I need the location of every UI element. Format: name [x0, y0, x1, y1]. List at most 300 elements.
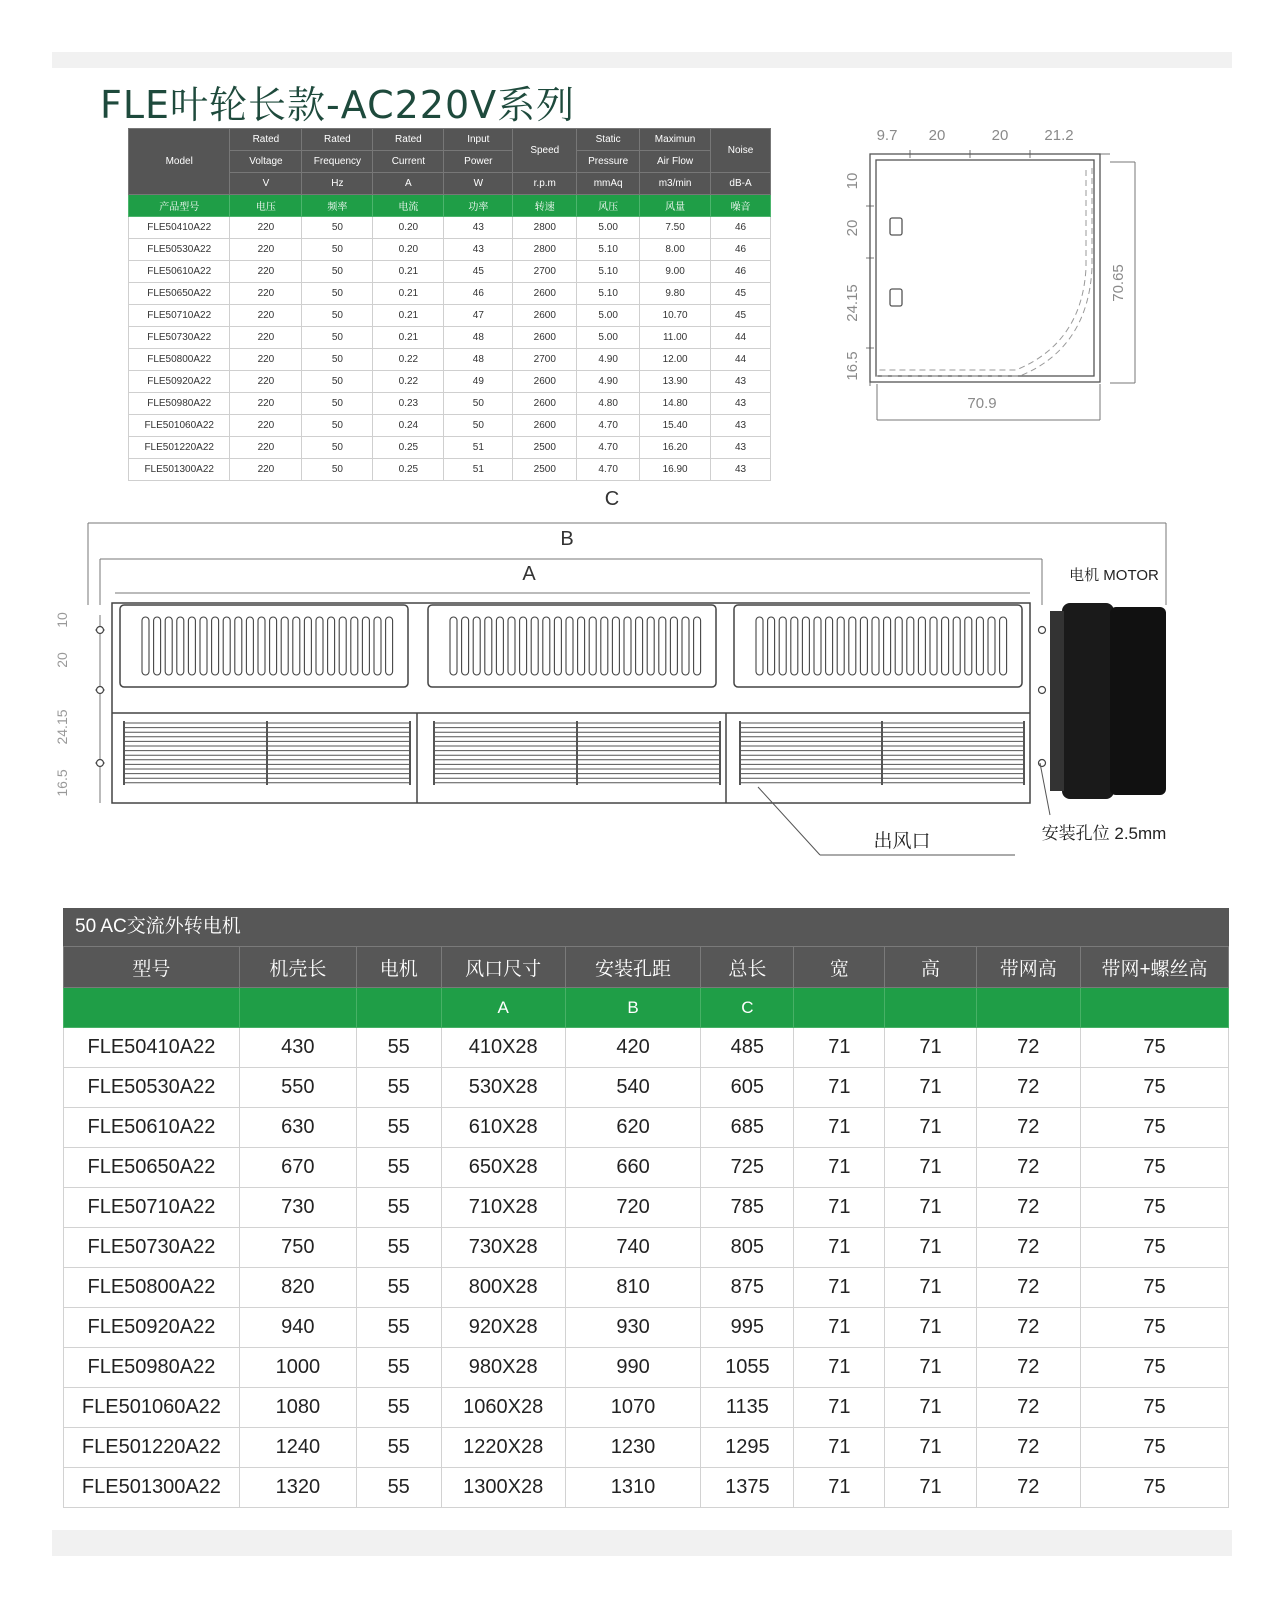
dim-cell: 940	[239, 1308, 356, 1348]
dim-cell: 785	[701, 1188, 794, 1228]
dim-cell: 660	[565, 1148, 701, 1188]
front-left-dim: 20	[54, 652, 70, 668]
dim-cell: 990	[565, 1348, 701, 1388]
dim-cell: 750	[239, 1228, 356, 1268]
spec-cell: 50	[302, 371, 373, 393]
side-top-dim: 20	[991, 127, 1009, 144]
spec-unit-cell: mmAq	[577, 173, 640, 195]
spec-cell: 0.25	[373, 459, 444, 481]
dim-model-cell: FLE50800A22	[64, 1268, 240, 1308]
spec-model-cell: FLE50410A22	[129, 217, 230, 239]
dim-cell: 72	[976, 1148, 1080, 1188]
spec-cell: 220	[230, 437, 302, 459]
spec-cell: 45	[711, 283, 771, 305]
spec-cell: 2500	[513, 437, 577, 459]
dim-cell: 1080	[239, 1388, 356, 1428]
dim-row	[64, 1428, 1229, 1468]
spec-cell: 46	[711, 239, 771, 261]
spec-cn-header: 风量	[640, 195, 711, 217]
dim-cell: 71	[885, 1028, 976, 1068]
spec-cell: 0.25	[373, 437, 444, 459]
spec-cell: 50	[302, 415, 373, 437]
spec-cn-header-row	[129, 195, 771, 217]
dim-cell: 980X28	[441, 1348, 565, 1388]
spec-header-model: Model	[129, 129, 230, 195]
dim-header-row	[64, 947, 1229, 988]
spec-cell: 220	[230, 261, 302, 283]
spec-cell: 5.00	[577, 305, 640, 327]
spec-cn-header: 功率	[444, 195, 513, 217]
spec-cell: 0.20	[373, 239, 444, 261]
dim-cell: 71	[794, 1028, 885, 1068]
spec-header-cell: Rated	[230, 129, 302, 151]
dim-cell: 72	[976, 1228, 1080, 1268]
spec-model-cell: FLE50650A22	[129, 283, 230, 305]
dim-header-cell: 安装孔距	[565, 947, 701, 988]
spec-cell: 43	[444, 239, 513, 261]
dim-cell: 530X28	[441, 1068, 565, 1108]
spec-cell: 47	[444, 305, 513, 327]
spec-cell: 15.40	[640, 415, 711, 437]
dim-cell: 72	[976, 1468, 1080, 1508]
dim-cell: 55	[356, 1348, 441, 1388]
spec-cell: 9.00	[640, 261, 711, 283]
spec-cell: 4.90	[577, 349, 640, 371]
spec-cell: 0.24	[373, 415, 444, 437]
dim-row	[64, 1268, 1229, 1308]
dim-cell: 550	[239, 1068, 356, 1108]
dim-cell: 620	[565, 1108, 701, 1148]
dim-cell: 630	[239, 1108, 356, 1148]
dim-cell: 1000	[239, 1348, 356, 1388]
dim-cell: 670	[239, 1148, 356, 1188]
spec-unit-cell: Hz	[302, 173, 373, 195]
spec-cell: 0.21	[373, 283, 444, 305]
dim-c-label: C	[604, 488, 620, 510]
dim-letter-row	[64, 988, 1229, 1028]
dim-cell: 71	[794, 1148, 885, 1188]
spec-model-cell: FLE50530A22	[129, 239, 230, 261]
spec-cell: 45	[444, 261, 513, 283]
spec-row	[129, 217, 771, 239]
spec-cell: 4.80	[577, 393, 640, 415]
dim-cell: 1295	[701, 1428, 794, 1468]
dim-model-cell: FLE50980A22	[64, 1348, 240, 1388]
dim-cell: 75	[1080, 1028, 1228, 1068]
dim-cell: 75	[1080, 1388, 1228, 1428]
spec-cell: 43	[711, 415, 771, 437]
dim-header-cell: 宽	[794, 947, 885, 988]
spec-cell: 46	[711, 217, 771, 239]
top-band	[52, 52, 1232, 68]
dim-table-body	[64, 1028, 1229, 1508]
dim-cell: 55	[356, 1188, 441, 1228]
spec-header-cell: Voltage	[230, 151, 302, 173]
dim-cell: 75	[1080, 1348, 1228, 1388]
dim-cell: 71	[794, 1388, 885, 1428]
spec-cell: 50	[302, 349, 373, 371]
dim-model-cell: FLE50710A22	[64, 1188, 240, 1228]
side-top-dim: 9.7	[876, 127, 898, 144]
dim-letter-cell: B	[565, 988, 701, 1028]
spec-header-cell: Pressure	[577, 151, 640, 173]
dim-cell: 1240	[239, 1428, 356, 1468]
spec-cell: 220	[230, 393, 302, 415]
spec-row	[129, 459, 771, 481]
dim-cell: 75	[1080, 1108, 1228, 1148]
dim-cell: 1320	[239, 1468, 356, 1508]
spec-cell: 43	[711, 371, 771, 393]
spec-cell: 13.90	[640, 371, 711, 393]
spec-cell: 49	[444, 371, 513, 393]
dim-header-cell: 带网高	[976, 947, 1080, 988]
dim-model-cell: FLE50530A22	[64, 1068, 240, 1108]
spec-cell: 220	[230, 239, 302, 261]
dim-model-cell: FLE50610A22	[64, 1108, 240, 1148]
front-left-dim: 16.5	[54, 769, 70, 797]
spec-cell: 2700	[513, 261, 577, 283]
dim-cell: 1375	[701, 1468, 794, 1508]
dim-cell: 71	[794, 1108, 885, 1148]
spec-cn-header: 电压	[230, 195, 302, 217]
spec-header-cell: Frequency	[302, 151, 373, 173]
dim-cell: 800X28	[441, 1268, 565, 1308]
dim-cell: 710X28	[441, 1188, 565, 1228]
dim-letter-cell	[64, 988, 240, 1028]
spec-cell: 50	[302, 239, 373, 261]
spec-cell: 46	[711, 261, 771, 283]
dim-cell: 72	[976, 1268, 1080, 1308]
spec-cell: 14.80	[640, 393, 711, 415]
spec-cn-header: 风压	[577, 195, 640, 217]
spec-table-body	[129, 217, 771, 481]
spec-row	[129, 437, 771, 459]
spec-header-cell: Maximun	[640, 129, 711, 151]
dim-cell: 55	[356, 1228, 441, 1268]
side-left-dim: 20	[844, 219, 861, 237]
spec-cell: 2500	[513, 459, 577, 481]
side-width-dim: 70.9	[967, 395, 997, 412]
dim-cell: 75	[1080, 1188, 1228, 1228]
dim-cell: 71	[794, 1428, 885, 1468]
dim-cell: 55	[356, 1468, 441, 1508]
spec-cell: 2600	[513, 371, 577, 393]
mounting-hole-label: 安装孔位 2.5mm	[1041, 824, 1167, 843]
spec-cell: 2600	[513, 283, 577, 305]
spec-cell: 220	[230, 415, 302, 437]
dim-cell: 71	[885, 1068, 976, 1108]
dim-cell: 810	[565, 1268, 701, 1308]
dim-model-cell: FLE501220A22	[64, 1428, 240, 1468]
dim-a-label: A	[522, 563, 536, 585]
dim-model-cell: FLE501300A22	[64, 1468, 240, 1508]
spec-cell: 0.21	[373, 327, 444, 349]
spec-model-cell: FLE501220A22	[129, 437, 230, 459]
spec-cell: 10.70	[640, 305, 711, 327]
dim-cell: 650X28	[441, 1148, 565, 1188]
spec-cell: 2700	[513, 349, 577, 371]
dim-cell: 71	[885, 1308, 976, 1348]
dim-cell: 930	[565, 1308, 701, 1348]
side-height-dim: 70.65	[1110, 264, 1127, 302]
spec-cell: 8.00	[640, 239, 711, 261]
spec-cell: 2800	[513, 239, 577, 261]
spec-model-cell: FLE501300A22	[129, 459, 230, 481]
dim-cell: 72	[976, 1428, 1080, 1468]
dim-cell: 55	[356, 1308, 441, 1348]
spec-cell: 5.10	[577, 283, 640, 305]
spec-header-cell: Rated	[302, 129, 373, 151]
dim-cell: 71	[794, 1188, 885, 1228]
dim-cell: 55	[356, 1148, 441, 1188]
dim-cell: 72	[976, 1388, 1080, 1428]
spec-cell: 50	[302, 393, 373, 415]
spec-unit-cell: W	[444, 173, 513, 195]
spec-row	[129, 239, 771, 261]
spec-cell: 50	[302, 261, 373, 283]
spec-header-cell: Current	[373, 151, 444, 173]
spec-cell: 43	[711, 437, 771, 459]
dim-header-cell: 风口尺寸	[441, 947, 565, 988]
spec-row	[129, 283, 771, 305]
dim-cell: 71	[885, 1428, 976, 1468]
spec-model-cell: FLE50800A22	[129, 349, 230, 371]
dim-cell: 1070	[565, 1388, 701, 1428]
spec-cell: 5.10	[577, 239, 640, 261]
dim-cell: 685	[701, 1108, 794, 1148]
dim-cell: 55	[356, 1428, 441, 1468]
spec-cell: 48	[444, 327, 513, 349]
dim-cell: 55	[356, 1388, 441, 1428]
dim-model-cell: FLE50920A22	[64, 1308, 240, 1348]
dim-cell: 1060X28	[441, 1388, 565, 1428]
spec-cell: 0.21	[373, 261, 444, 283]
spec-cell: 220	[230, 349, 302, 371]
spec-cell: 2600	[513, 305, 577, 327]
dim-header-cell: 电机	[356, 947, 441, 988]
spec-cell: 0.21	[373, 305, 444, 327]
dim-cell: 72	[976, 1028, 1080, 1068]
spec-row	[129, 261, 771, 283]
dim-model-cell: FLE50650A22	[64, 1148, 240, 1188]
spec-cell: 220	[230, 371, 302, 393]
spec-model-cell: FLE50730A22	[129, 327, 230, 349]
dim-cell: 730	[239, 1188, 356, 1228]
side-left-dim: 16.5	[844, 351, 861, 381]
spec-cell: 2600	[513, 327, 577, 349]
spec-cell: 220	[230, 327, 302, 349]
spec-cell: 50	[302, 305, 373, 327]
dim-cell: 875	[701, 1268, 794, 1308]
dim-cell: 420	[565, 1028, 701, 1068]
dim-model-cell: FLE50410A22	[64, 1028, 240, 1068]
dim-cell: 805	[701, 1228, 794, 1268]
spec-cell: 43	[444, 217, 513, 239]
dim-cell: 740	[565, 1228, 701, 1268]
dim-cell: 1055	[701, 1348, 794, 1388]
spec-cell: 9.80	[640, 283, 711, 305]
spec-table	[128, 128, 771, 481]
dim-cell: 72	[976, 1068, 1080, 1108]
dim-cell: 725	[701, 1148, 794, 1188]
dim-cell: 72	[976, 1188, 1080, 1228]
dim-cell: 71	[885, 1228, 976, 1268]
spec-cn-header: 产品型号	[129, 195, 230, 217]
spec-model-cell: FLE50610A22	[129, 261, 230, 283]
dim-cell: 55	[356, 1108, 441, 1148]
spec-cell: 4.70	[577, 437, 640, 459]
spec-cell: 50	[302, 283, 373, 305]
spec-cell: 48	[444, 349, 513, 371]
dim-cell: 1135	[701, 1388, 794, 1428]
dim-row	[64, 1108, 1229, 1148]
dimensions-table	[63, 908, 1229, 1508]
spec-header-speed: Speed	[513, 129, 577, 173]
spec-cell: 220	[230, 217, 302, 239]
dim-cell: 1220X28	[441, 1428, 565, 1468]
dim-cell: 730X28	[441, 1228, 565, 1268]
spec-header-cell: Power	[444, 151, 513, 173]
dim-letter-cell	[356, 988, 441, 1028]
dim-cell: 410X28	[441, 1028, 565, 1068]
dim-cell: 920X28	[441, 1308, 565, 1348]
dim-cell: 1310	[565, 1468, 701, 1508]
spec-cell: 7.50	[640, 217, 711, 239]
spec-cell: 16.20	[640, 437, 711, 459]
bottom-band	[52, 1530, 1232, 1556]
dim-cell: 485	[701, 1028, 794, 1068]
spec-cell: 2600	[513, 415, 577, 437]
spec-cn-header: 转速	[513, 195, 577, 217]
dim-cell: 610X28	[441, 1108, 565, 1148]
spec-row	[129, 393, 771, 415]
spec-cell: 220	[230, 305, 302, 327]
dim-cell: 55	[356, 1028, 441, 1068]
outlet-label: 出风口	[873, 831, 931, 852]
outlet-grill	[124, 721, 1024, 785]
spec-unit-cell: dB-A	[711, 173, 771, 195]
spec-cell: 5.10	[577, 261, 640, 283]
spec-cell: 50	[302, 327, 373, 349]
spec-cell: 12.00	[640, 349, 711, 371]
dim-cell: 71	[885, 1348, 976, 1388]
dim-letter-cell	[1080, 988, 1228, 1028]
dim-cell: 75	[1080, 1228, 1228, 1268]
spec-cell: 0.23	[373, 393, 444, 415]
spec-cell: 2600	[513, 393, 577, 415]
spec-cell: 44	[711, 327, 771, 349]
spec-header-cell: Input	[444, 129, 513, 151]
spec-unit-cell: r.p.m	[513, 173, 577, 195]
dim-cell: 540	[565, 1068, 701, 1108]
dim-cell: 75	[1080, 1468, 1228, 1508]
front-left-dim: 10	[54, 612, 70, 628]
spec-model-cell: FLE501060A22	[129, 415, 230, 437]
spec-row	[129, 349, 771, 371]
dim-cell: 71	[885, 1108, 976, 1148]
spec-cell: 0.22	[373, 349, 444, 371]
spec-cell: 11.00	[640, 327, 711, 349]
spec-header-noise: Noise	[711, 129, 771, 173]
spec-cell: 4.90	[577, 371, 640, 393]
dim-cell: 71	[885, 1188, 976, 1228]
dim-cell: 71	[794, 1068, 885, 1108]
spec-cell: 5.00	[577, 327, 640, 349]
spec-model-cell: FLE50920A22	[129, 371, 230, 393]
dim-cell: 71	[885, 1268, 976, 1308]
dim-row	[64, 1388, 1229, 1428]
dim-letter-cell	[885, 988, 976, 1028]
spec-cell: 4.70	[577, 459, 640, 481]
spec-cell: 50	[302, 217, 373, 239]
spec-unit-cell: m3/min	[640, 173, 711, 195]
front-left-dim: 24.15	[54, 709, 70, 745]
spec-cell: 43	[711, 393, 771, 415]
spec-cell: 46	[444, 283, 513, 305]
spec-row	[129, 305, 771, 327]
dim-cell: 55	[356, 1068, 441, 1108]
side-top-dim: 20	[928, 127, 946, 144]
motor-label: 电机 MOTOR	[1069, 567, 1159, 584]
dim-cell: 71	[794, 1308, 885, 1348]
spec-unit-cell: A	[373, 173, 444, 195]
spec-cell: 44	[711, 349, 771, 371]
spec-cell: 45	[711, 305, 771, 327]
dim-row	[64, 1068, 1229, 1108]
spec-cell: 51	[444, 437, 513, 459]
spec-header-cell: Rated	[373, 129, 444, 151]
dim-cell: 75	[1080, 1068, 1228, 1108]
dim-cell: 75	[1080, 1428, 1228, 1468]
side-left-dim: 10	[844, 172, 861, 190]
spec-cell: 220	[230, 459, 302, 481]
dim-header-cell: 机壳长	[239, 947, 356, 988]
dim-cell: 72	[976, 1348, 1080, 1388]
page-title: FLE叶轮长款-AC220V系列	[100, 83, 576, 127]
dim-cell: 71	[885, 1468, 976, 1508]
dim-cell: 71	[794, 1348, 885, 1388]
motor	[1050, 603, 1166, 799]
spec-cell: 51	[444, 459, 513, 481]
dim-row	[64, 1188, 1229, 1228]
spec-cn-header: 噪音	[711, 195, 771, 217]
spec-unit-cell: V	[230, 173, 302, 195]
dim-row	[64, 1148, 1229, 1188]
spec-header-cell: Static	[577, 129, 640, 151]
dim-header-cell: 带网+螺丝高	[1080, 947, 1228, 988]
spec-cell: 50	[444, 393, 513, 415]
spec-cell: 50	[444, 415, 513, 437]
spec-cell: 50	[302, 459, 373, 481]
dim-cell: 55	[356, 1268, 441, 1308]
dim-model-cell: FLE50730A22	[64, 1228, 240, 1268]
dim-letter-cell	[794, 988, 885, 1028]
spec-cell: 43	[711, 459, 771, 481]
dim-letter-cell	[239, 988, 356, 1028]
spec-model-cell: FLE50710A22	[129, 305, 230, 327]
dim-header-cell: 总长	[701, 947, 794, 988]
dim-cell: 71	[885, 1388, 976, 1428]
dim-row	[64, 1468, 1229, 1508]
spec-row	[129, 415, 771, 437]
dim-letter-cell	[976, 988, 1080, 1028]
side-top-dim: 21.2	[1044, 127, 1074, 144]
dim-cell: 71	[794, 1468, 885, 1508]
dim-letter-cell: C	[701, 988, 794, 1028]
dim-cell: 72	[976, 1108, 1080, 1148]
dim-cell: 820	[239, 1268, 356, 1308]
spec-cell: 2800	[513, 217, 577, 239]
